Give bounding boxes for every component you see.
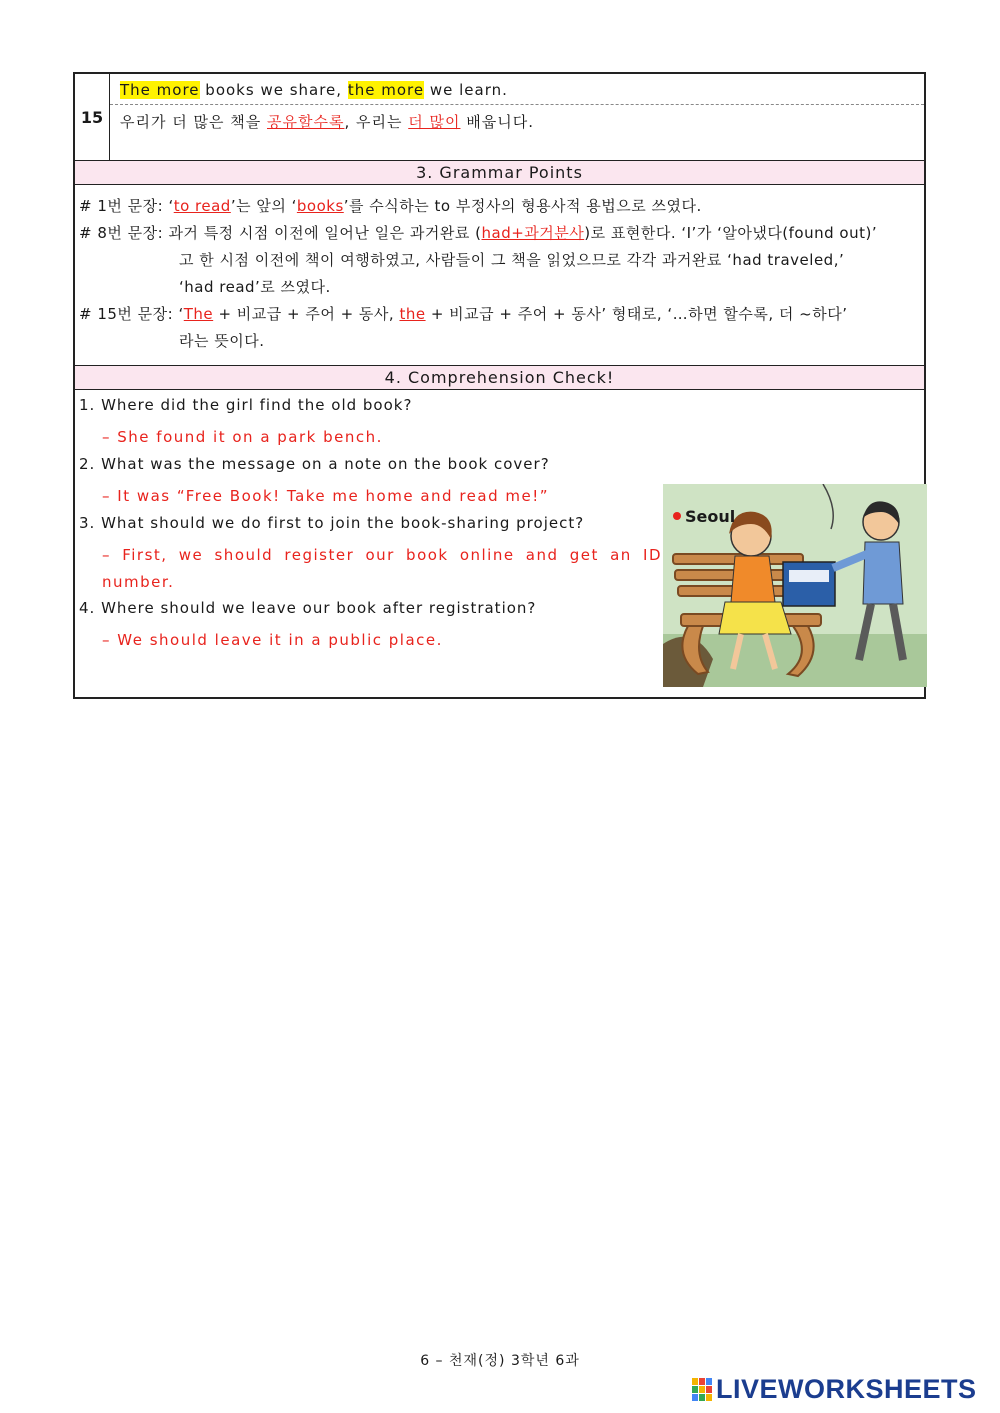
gp-text-indent: ‘had read’로 쓰였다. — [179, 278, 331, 296]
grammar-points — [75, 185, 924, 366]
gp-underlined: The — [183, 305, 214, 323]
korean-text-2: , 우리는 — [344, 113, 409, 131]
gp-text: # 15번 문장: ‘ — [79, 305, 184, 323]
sentence-pair — [110, 74, 924, 160]
highlight-the-more: The more — [120, 81, 200, 99]
answer-3-continued: number. — [102, 573, 175, 591]
highlight-the-more-2: the more — [347, 81, 425, 99]
question-4: 4. Where should we leave our book after registration? — [79, 599, 537, 617]
answer-1: – She found it on a park bench. — [102, 428, 383, 446]
gp-underlined: had+과거분사 — [481, 224, 585, 242]
grammar-point-8 — [79, 220, 920, 301]
korean-sentence — [110, 105, 924, 135]
korean-text-3: 배웁니다. — [460, 113, 534, 131]
gp-text: )로 표현한다. ‘I’가 ‘알아냈다(found out)’ — [584, 224, 878, 242]
english-text: books we share, — [199, 81, 348, 99]
comprehension-heading: 4. Comprehension Check! — [75, 366, 924, 390]
korean-text: 우리가 더 많은 책을 — [120, 113, 267, 131]
gp-text: + 비교급 + 주어 + 동사, — [213, 305, 400, 323]
answer-3: – First, we should register our book online and get an ID — [102, 546, 662, 564]
question-1: 1. Where did the girl find the old book? — [79, 396, 413, 414]
english-sentence — [110, 74, 924, 105]
gp-text: # 1번 문장: ‘ — [79, 197, 174, 215]
gp-text: ’를 수식하는 to 부정사의 형용사적 용법으로 쓰였다. — [343, 197, 702, 215]
question-3: 3. What should we do first to join the book-sharing project? — [79, 514, 585, 532]
gp-underlined: books — [296, 197, 344, 215]
page-footer: 6 – 천재(정) 3학년 6과 — [420, 1353, 580, 1369]
gp-text: + 비교급 + 주어 + 동사’ 형태로, ‘…하면 할수록, 더 ~하다’ — [425, 305, 848, 323]
park-bench-illustration — [663, 484, 927, 687]
worksheet-table — [73, 72, 926, 699]
sentence-row-15 — [75, 74, 924, 161]
answer-2: – It was “Free Book! Take me home and read me!” — [102, 487, 549, 505]
image-caption: Seoul — [685, 507, 736, 526]
gp-text-indent: 라는 뜻이다. — [179, 332, 265, 350]
question-2: 2. What was the message on a note on the book cover? — [79, 455, 550, 473]
sentence-number: 15 — [75, 74, 110, 160]
gp-text: ’는 앞의 ‘ — [230, 197, 297, 215]
liveworksheets-logo-icon — [692, 1378, 716, 1402]
answer-4: – We should leave it in a public place. — [102, 631, 443, 649]
grammar-point-1 — [79, 193, 920, 220]
grammar-point-15 — [79, 301, 920, 355]
korean-underlined: 공유할수록 — [267, 113, 345, 131]
illustration-svg — [663, 484, 927, 687]
grammar-points-heading: 3. Grammar Points — [75, 161, 924, 185]
gp-underlined: the — [399, 305, 426, 323]
liveworksheets-logo — [692, 1374, 977, 1405]
liveworksheets-logo-text: LIVEWORKSHEETS — [716, 1374, 977, 1404]
gp-underlined: to read — [173, 197, 231, 215]
english-text-end: we learn. — [424, 81, 508, 99]
gp-text: # 8번 문장: 과거 특정 시점 이전에 일어난 일은 과거완료 ( — [79, 224, 482, 242]
comprehension-check — [75, 390, 924, 697]
gp-text-indent: 고 한 시점 이전에 책이 여행하였고, 사람들이 그 책을 읽었으므로 각각 과거완료 ‘had traveled,’ — [179, 251, 845, 269]
korean-underlined-2: 더 많이 — [408, 113, 461, 131]
